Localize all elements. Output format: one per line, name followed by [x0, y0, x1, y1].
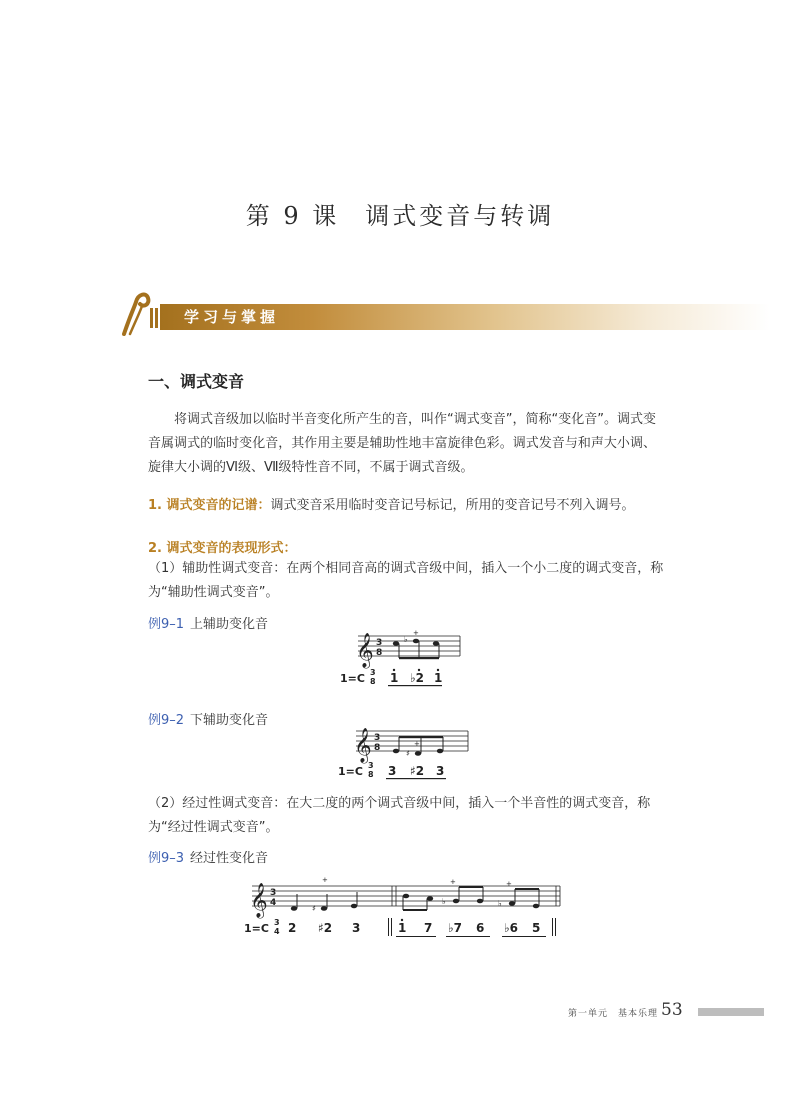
jianpu-note: ♭2 — [410, 671, 425, 685]
example-9-1-score — [338, 630, 468, 690]
lesson-number: 第 9 课 — [245, 202, 340, 230]
jianpu-note: 3 — [436, 764, 445, 778]
jianpu-note: 1 — [398, 921, 407, 935]
lesson-title — [0, 196, 800, 231]
key-signature: 1=C — [244, 922, 269, 935]
jianpu-note: 3 — [352, 921, 361, 935]
svg-text:+: + — [450, 878, 456, 886]
treble-clef-icon: 𝄞 — [250, 883, 268, 918]
example-9-2-caption — [148, 709, 268, 728]
svg-text:3: 3 — [374, 733, 381, 743]
lesson-name: 调式变音与转调 — [365, 202, 555, 230]
svg-text:8: 8 — [374, 743, 381, 753]
jianpu-note: ♭6 — [504, 921, 519, 935]
passing-definition: （2）经过性调式变音：在大二度的两个调式音级中间，插入一个半音性的调式变音，称为“经过性调式变音”。 — [148, 796, 651, 835]
notation-item — [148, 494, 668, 518]
example-9-1-caption — [148, 613, 268, 632]
jianpu-note: ♯2 — [318, 921, 333, 935]
time-top: 3 — [370, 668, 376, 677]
time-top: 3 — [274, 918, 280, 927]
treble-clef-icon: 𝄞 — [356, 633, 374, 668]
example-9-3-caption — [148, 847, 268, 866]
svg-text:♭: ♭ — [404, 635, 408, 644]
jianpu-note: 1 — [434, 671, 443, 685]
key-signature: 1=C — [338, 765, 363, 778]
time-bottom: 8 — [370, 677, 376, 686]
svg-text:♯: ♯ — [406, 749, 410, 758]
time-bottom: 4 — [274, 927, 280, 936]
key-signature: 1=C — [340, 672, 365, 685]
jianpu-note: 1 — [390, 671, 399, 685]
example-title: 经过性变化音 — [190, 851, 269, 866]
example-number: 例9–2 — [148, 713, 185, 728]
intro-paragraph: 将调式音级加以临时半音变化所产生的音，叫作“调式变音”，简称“变化音”。调式变音属调式的临时变化音，其作用主要是辅助性地丰富旋律色彩。调式发音与和声大小调、旋律大小调的Ⅵ级、Ⅶ级特性音不同，不属于调式音级。 — [148, 412, 656, 475]
svg-text:+: + — [506, 880, 512, 888]
example-title: 上辅助变化音 — [190, 617, 269, 632]
notation-item-text: 调式变音采用临时变音记号标记，所用的变音记号不列入调号。 — [270, 498, 635, 513]
svg-text:+: + — [414, 740, 420, 748]
svg-text:3: 3 — [376, 638, 383, 648]
example-9-3-score — [244, 870, 564, 940]
page-number: 53 — [661, 1000, 683, 1020]
time-bottom: 8 — [368, 770, 374, 779]
section-heading: 一、调式变音 — [148, 372, 245, 391]
jianpu-note: 2 — [288, 921, 297, 935]
jianpu-note: 7 — [424, 921, 433, 935]
banner-label: 学习与掌握 — [184, 308, 280, 326]
jianpu-note: 5 — [532, 921, 541, 935]
example-number: 例9–3 — [148, 851, 185, 866]
svg-text:3: 3 — [270, 888, 277, 898]
jianpu-note: 6 — [476, 921, 485, 935]
jianpu-note: ♯2 — [410, 764, 425, 778]
section-banner — [120, 290, 770, 336]
auxiliary-definition: （1）辅助性调式变音：在两个相同音高的调式音级中间，插入一个小二度的调式变音，称为“辅助性调式变音”。 — [148, 561, 664, 600]
jianpu-note: ♭7 — [448, 921, 463, 935]
jianpu-note: 3 — [388, 764, 397, 778]
example-number: 例9–1 — [148, 617, 185, 632]
treble-clef-icon: 𝄞 — [354, 728, 372, 763]
example-9-2-score — [336, 723, 476, 783]
notation-item-head: 1. 调式变音的记谱： — [148, 498, 271, 513]
svg-text:4: 4 — [270, 898, 277, 908]
forms-item-head: 2. 调式变音的表现形式： — [148, 541, 297, 556]
footer-bar — [698, 1008, 764, 1016]
footer-unit-label: 第一单元 基本乐理 — [568, 1009, 659, 1019]
svg-text:8: 8 — [376, 648, 383, 658]
time-top: 3 — [368, 761, 374, 770]
svg-text:♭: ♭ — [498, 899, 502, 908]
example-title: 下辅助变化音 — [190, 713, 269, 728]
svg-text:♭: ♭ — [442, 897, 446, 906]
svg-text:♯: ♯ — [312, 904, 316, 913]
svg-text:+: + — [322, 876, 328, 884]
svg-text:+: + — [413, 630, 419, 637]
